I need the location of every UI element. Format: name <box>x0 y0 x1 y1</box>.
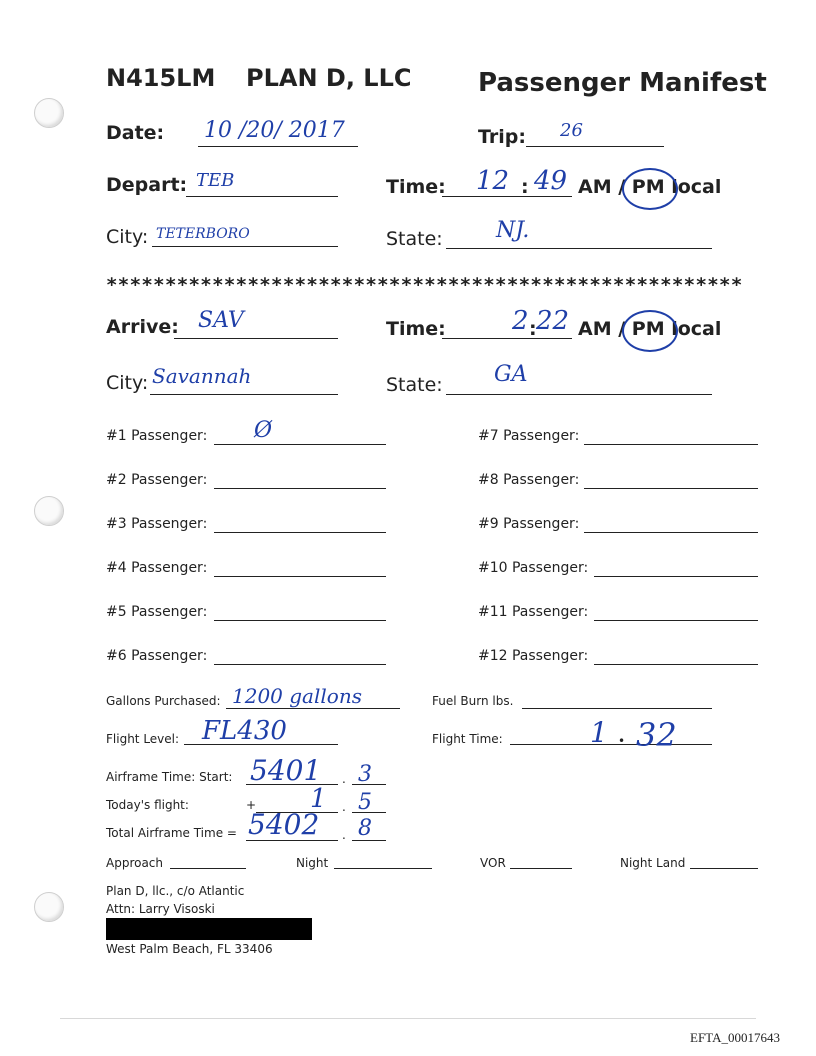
passenger-label: #6 Passenger: <box>106 648 208 664</box>
total-airframe-label: Total Airframe Time = <box>106 826 237 840</box>
gallons-value: 1200 gallons <box>232 684 362 708</box>
passenger-line <box>214 664 386 665</box>
flight-time-line <box>510 744 712 745</box>
arrive-city-value: Savannah <box>152 364 252 388</box>
airframe-start-dot: . <box>342 772 346 786</box>
address-line-4: West Palm Beach, FL 33406 <box>106 942 273 956</box>
gallons-line <box>226 708 400 709</box>
passenger-label: #1 Passenger: <box>106 428 208 444</box>
arrive-city-label: City: <box>106 372 149 394</box>
fuel-burn-line <box>522 708 712 709</box>
depart-time-label: Time: <box>386 176 446 198</box>
passenger-label: #5 Passenger: <box>106 604 208 620</box>
arrive-state-line <box>446 394 712 395</box>
trip-label: Trip: <box>478 126 526 148</box>
depart-time-hour: 12 <box>476 166 510 196</box>
passenger-value: Ø <box>254 418 273 443</box>
flight-time-label: Flight Time: <box>432 732 503 746</box>
address-line-2: Attn: Larry Visoski <box>106 902 215 916</box>
trip-value: 26 <box>560 120 583 141</box>
approach-label: Approach <box>106 856 164 870</box>
depart-state-label: State: <box>386 228 443 250</box>
arrive-value: SAV <box>198 308 244 333</box>
asterisk-separator: ****************************************************** <box>106 274 743 296</box>
arrive-label: Arrive: <box>106 316 179 338</box>
total-airframe-tenths: 8 <box>358 816 372 841</box>
arrive-state-label: State: <box>386 374 443 396</box>
flight-level-label: Flight Level: <box>106 732 180 746</box>
arrive-time-hour: 2 <box>512 306 529 336</box>
total-airframe-whole: 5402 <box>248 808 320 841</box>
passenger-line <box>584 532 758 533</box>
depart-time-line <box>442 196 572 197</box>
todays-flight-plus: + <box>246 798 257 812</box>
airframe-start-tenths: 3 <box>358 762 372 787</box>
binder-hole-bottom <box>34 892 64 922</box>
arrive-time-colon: : <box>529 318 537 340</box>
passenger-line <box>214 532 386 533</box>
passenger-label: #4 Passenger: <box>106 560 208 576</box>
fuel-burn-label: Fuel Burn lbs. <box>432 694 514 708</box>
vor-line <box>510 868 572 869</box>
arrive-city-line <box>150 394 338 395</box>
arrive-time-ampm: AM / PM local <box>578 318 722 340</box>
depart-pm-circle <box>622 168 678 210</box>
passenger-line <box>594 620 758 621</box>
vor-label: VOR <box>480 856 506 870</box>
depart-state-line <box>446 248 712 249</box>
passenger-label: #2 Passenger: <box>106 472 208 488</box>
passenger-label: #8 Passenger: <box>478 472 580 488</box>
depart-time-colon: : <box>521 176 529 198</box>
passenger-line <box>594 576 758 577</box>
todays-flight-label: Today's flight: <box>106 798 189 812</box>
arrive-line <box>174 338 338 339</box>
arrive-time-label: Time: <box>386 318 446 340</box>
flight-level-value: FL430 <box>202 716 287 746</box>
airframe-start-whole: 5401 <box>250 754 322 787</box>
date-line <box>198 146 358 147</box>
passenger-label: #7 Passenger: <box>478 428 580 444</box>
document-title: Passenger Manifest <box>478 68 767 98</box>
flight-time-minutes: 32 <box>636 716 677 754</box>
passenger-line <box>214 576 386 577</box>
binder-hole-top <box>34 98 64 128</box>
night-line <box>334 868 432 869</box>
address-line-1: Plan D, llc., c/o Atlantic <box>106 884 245 898</box>
depart-state-value: NJ. <box>496 218 530 243</box>
company-name: PLAN D, LLC <box>246 64 412 92</box>
airframe-start-label: Airframe Time: Start: <box>106 770 233 784</box>
arrive-state-value: GA <box>494 362 528 387</box>
trip-line <box>526 146 664 147</box>
arrive-time-line <box>442 338 572 339</box>
date-label: Date: <box>106 122 165 144</box>
approach-line <box>170 868 246 869</box>
arrive-pm-circle <box>622 310 678 352</box>
passenger-label: #12 Passenger: <box>478 648 589 664</box>
bates-number: EFTA_00017643 <box>690 1030 780 1045</box>
passenger-line <box>214 488 386 489</box>
binder-hole-middle <box>34 496 64 526</box>
night-land-label: Night Land <box>620 856 686 870</box>
total-airframe-dot: . <box>342 828 346 842</box>
depart-line <box>186 196 338 197</box>
passenger-line <box>214 620 386 621</box>
todays-flight-dot: . <box>342 800 346 814</box>
passenger-label: #10 Passenger: <box>478 560 589 576</box>
depart-city-label: City: <box>106 226 149 248</box>
night-label: Night <box>296 856 329 870</box>
depart-city-line <box>152 246 338 247</box>
depart-value: TEB <box>196 170 235 191</box>
passenger-label: #11 Passenger: <box>478 604 589 620</box>
scan-edge-line <box>60 1018 756 1019</box>
todays-flight-whole: 1 <box>310 784 327 814</box>
passenger-line <box>594 664 758 665</box>
arrive-time-minute: 22 <box>536 306 570 336</box>
passenger-line <box>214 444 386 445</box>
night-land-line <box>690 868 758 869</box>
passenger-line <box>584 444 758 445</box>
depart-time-minute: 49 <box>534 166 568 196</box>
passenger-line <box>584 488 758 489</box>
flight-time-hours: 1 <box>590 716 608 749</box>
passenger-label: #3 Passenger: <box>106 516 208 532</box>
depart-city-value: TETERBORO <box>156 226 250 242</box>
depart-label: Depart: <box>106 174 188 196</box>
redaction-box <box>106 918 312 940</box>
flight-time-separator: • <box>618 734 626 748</box>
todays-flight-tenths: 5 <box>358 790 372 815</box>
passenger-label: #9 Passenger: <box>478 516 580 532</box>
date-value: 10 /20/ 2017 <box>204 118 345 143</box>
gallons-label: Gallons Purchased: <box>106 694 221 708</box>
tail-number: N415LM <box>106 64 216 92</box>
depart-time-ampm: AM / PM local <box>578 176 722 198</box>
